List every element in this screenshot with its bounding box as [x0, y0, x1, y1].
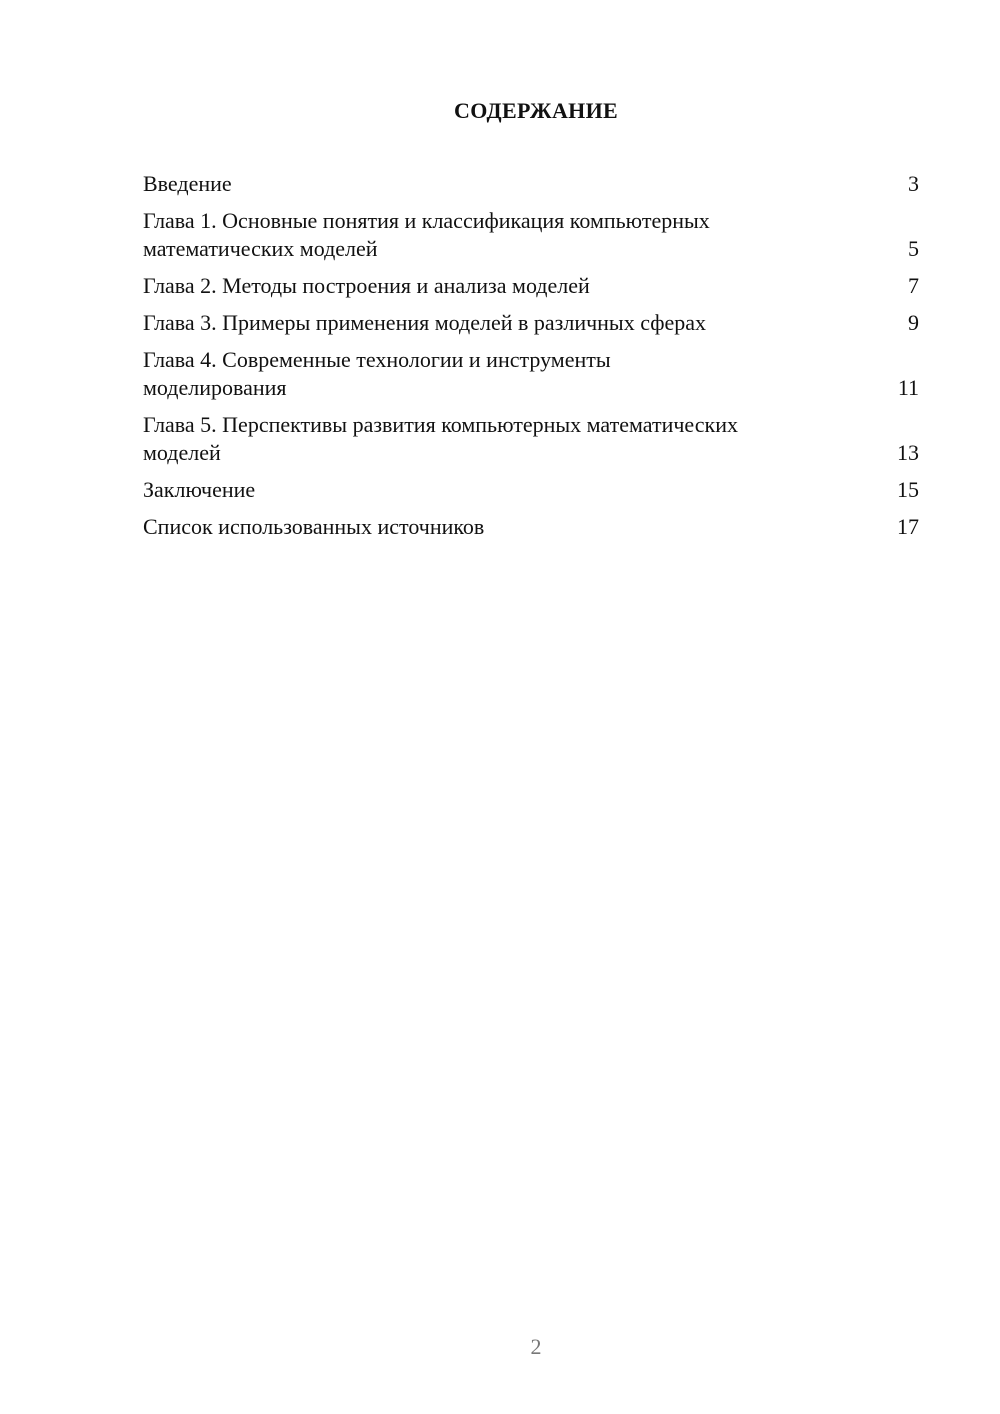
toc-entry-page: 13: [897, 440, 919, 465]
toc-entry-title: Глава 5. Перспективы развития компьютерных математических моделей: [143, 412, 738, 465]
toc-entry-page: 11: [897, 375, 919, 400]
toc-entry-conclusion: [143, 476, 919, 504]
toc-entry-page: 17: [897, 514, 919, 539]
toc-entry-page: 15: [897, 477, 919, 502]
toc-entry-chapter-2: [143, 272, 919, 300]
toc-entry-title: Глава 2. Методы построения и анализа моделей: [143, 273, 590, 298]
toc-entry-page: 9: [908, 310, 919, 335]
toc-entry-chapter-3: [143, 309, 919, 337]
page-number: 2: [530, 1334, 542, 1359]
toc-entry-title: Введение: [143, 171, 232, 196]
toc-entry-page: 3: [908, 171, 919, 196]
toc-entry-title: Список использованных источников: [143, 514, 485, 539]
toc-entry-chapter-5: [143, 411, 919, 467]
toc-entry-title: Глава 4. Современные технологии и инструменты моделирования: [143, 347, 611, 400]
page-title: СОДЕРЖАНИЕ: [454, 98, 618, 123]
toc-entry-introduction: [143, 170, 919, 198]
toc-entry-chapter-4: [143, 346, 919, 402]
toc-entry-title: Глава 3. Примеры применения моделей в различных сферах: [143, 310, 707, 335]
toc-entry-title: Заключение: [143, 477, 256, 502]
toc-entry-references: [143, 513, 919, 541]
toc-entry-title: Глава 1. Основные понятия и классификация компьютерных математических моделей: [143, 208, 710, 261]
toc-entry-chapter-1: [143, 207, 919, 263]
table-of-contents: [143, 170, 919, 550]
toc-entry-page: 5: [908, 236, 919, 261]
toc-entry-page: 7: [908, 273, 919, 298]
